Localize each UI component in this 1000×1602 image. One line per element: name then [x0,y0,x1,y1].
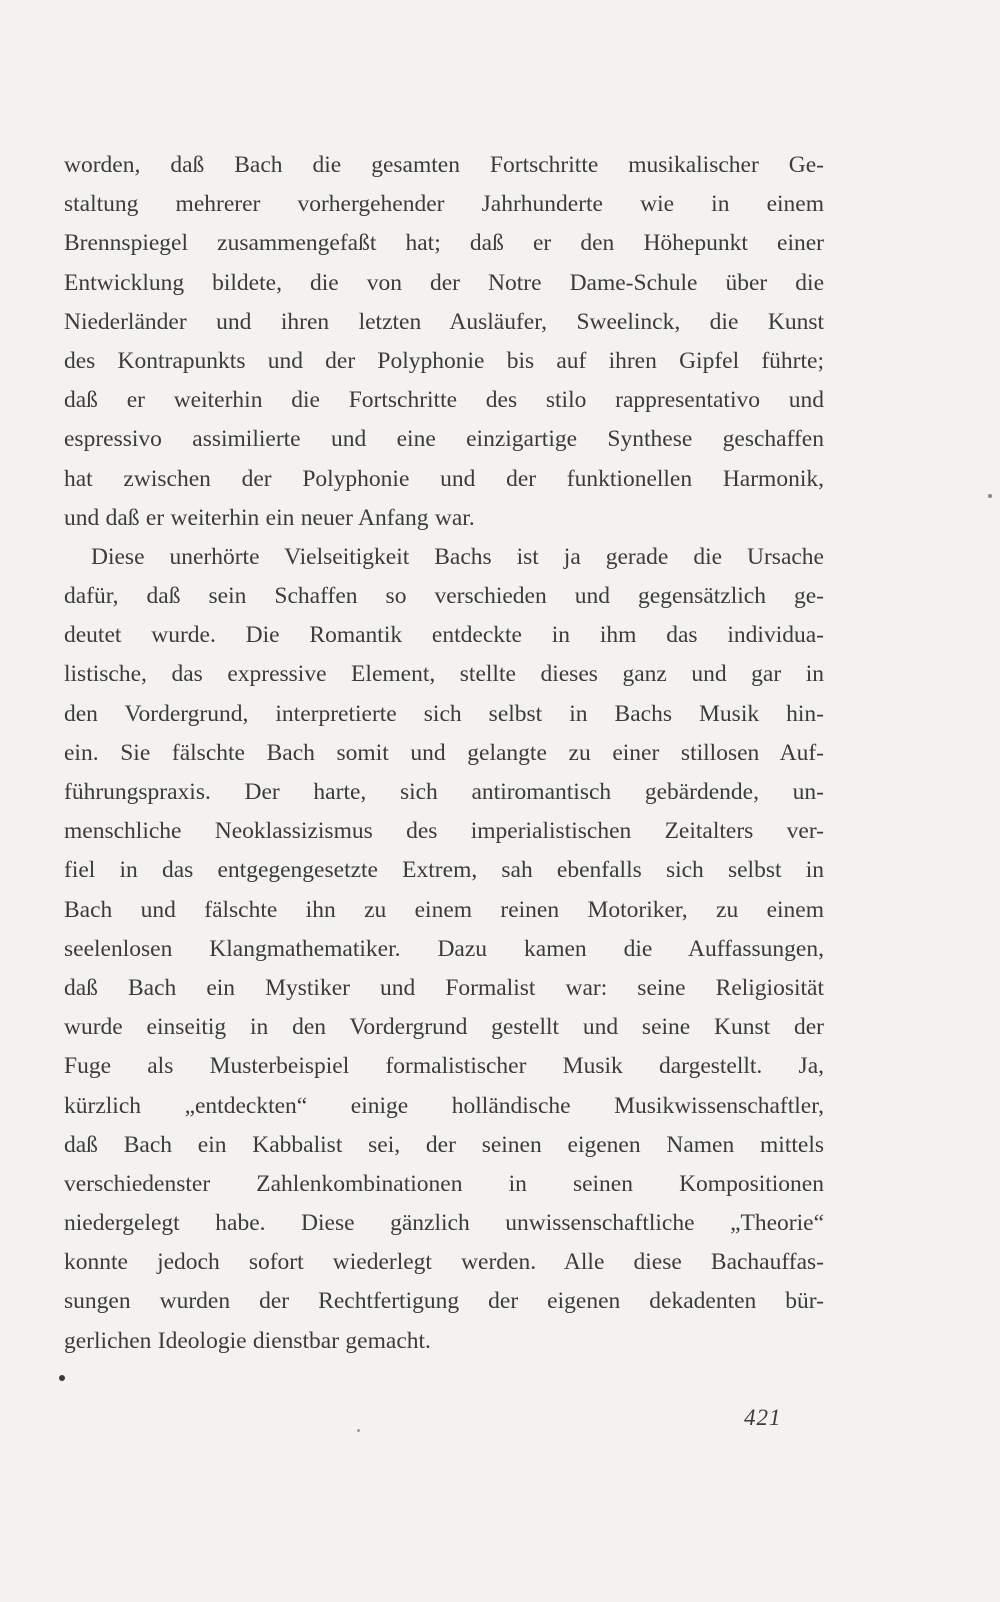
text-line: verschiedenster Zahlenkombinationen in seinen Kompositionen [64,1170,824,1197]
text-line: konnte jedoch sofort wiederlegt werden. Alle diese Bachauffas- [64,1249,824,1276]
text-line: fiel in das entgegengesetzte Extrem, sah ebenfalls sich selbst in [64,857,824,884]
text-line: dafür, daß sein Schaffen so verschieden und gegensätzlich ge- [64,583,824,610]
text-line: sungen wurden der Rechtfertigung der eigenen dekadenten bür- [64,1288,824,1315]
text-line: ein. Sie fälschte Bach somit und gelangte zu einer stillosen Auf- [64,739,824,766]
text-line: deutet wurde. Die Romantik entdeckte in ihm das individua- [64,622,824,649]
text-line: daß er weiterhin die Fortschritte des stilo rappresentativo und [64,387,824,414]
text-line: worden, daß Bach die gesamten Fortschritte musikalischer Ge- [64,152,824,178]
ink-speck [357,1429,360,1432]
paragraph-2 [64,538,824,1361]
text-line: den Vordergrund, interpretierte sich selbst in Bachs Musik hin- [64,700,824,727]
text-line: Fuge als Musterbeispiel formalistischer Musik dargestellt. Ja, [64,1053,824,1080]
text-line: gerlichen Ideologie dienstbar gemacht. [64,1327,431,1354]
text-line: seelenlosen Klangmathematiker. Dazu kamen die Auffassungen, [64,935,824,962]
text-line: Diese unerhörte Vielseitigkeit Bachs ist ja gerade die Ursache [91,543,824,570]
text-line: Niederländer und ihren letzten Ausläufer, Sweelinck, die Kunst [64,308,824,335]
text-line: des Kontrapunkts und der Polyphonie bis auf ihren Gipfel führte; [64,347,824,374]
body-text [64,146,824,1361]
text-line: staltung mehrerer vorhergehender Jahrhunderte wie in einem [64,191,824,218]
text-line: kürzlich „entdeckten“ einige holländische Musikwissenschaftler, [64,1092,824,1119]
text-line: niedergelegt habe. Diese gänzlich unwissenschaftliche „Theorie“ [64,1210,824,1237]
text-line: Entwicklung bildete, die von der Notre Dame-Schule über die [64,269,824,296]
text-line: Bach und fälschte ihn zu einem reinen Motoriker, zu einem [64,896,824,923]
text-line: listische, das expressive Element, stellte dieses ganz und gar in [64,661,824,688]
text-line: führungspraxis. Der harte, sich antiromantisch gebärdende, un- [64,779,824,805]
ink-speck [59,1375,65,1381]
text-line: Brennspiegel zusammengefaßt hat; daß er den Höhepunkt einer [64,230,824,257]
text-line: menschliche Neoklassizismus des imperialistischen Zeitalters ver- [64,818,824,845]
text-line: daß Bach ein Kabbalist sei, der seinen eigenen Namen mittels [64,1131,824,1158]
text-line: daß Bach ein Mystiker und Formalist war: seine Religiosität [64,974,824,1001]
ink-speck [988,494,992,498]
text-line: wurde einseitig in den Vordergrund gestellt und seine Kunst der [64,1014,824,1041]
text-line: und daß er weiterhin ein neuer Anfang war. [64,504,475,531]
text-line: hat zwischen der Polyphonie und der funktionellen Harmonik, [64,465,824,492]
page-number: 421 [744,1405,782,1430]
text-line: espressivo assimilierte und eine einzigartige Synthese geschaffen [64,426,824,453]
paragraph-1 [64,146,824,538]
